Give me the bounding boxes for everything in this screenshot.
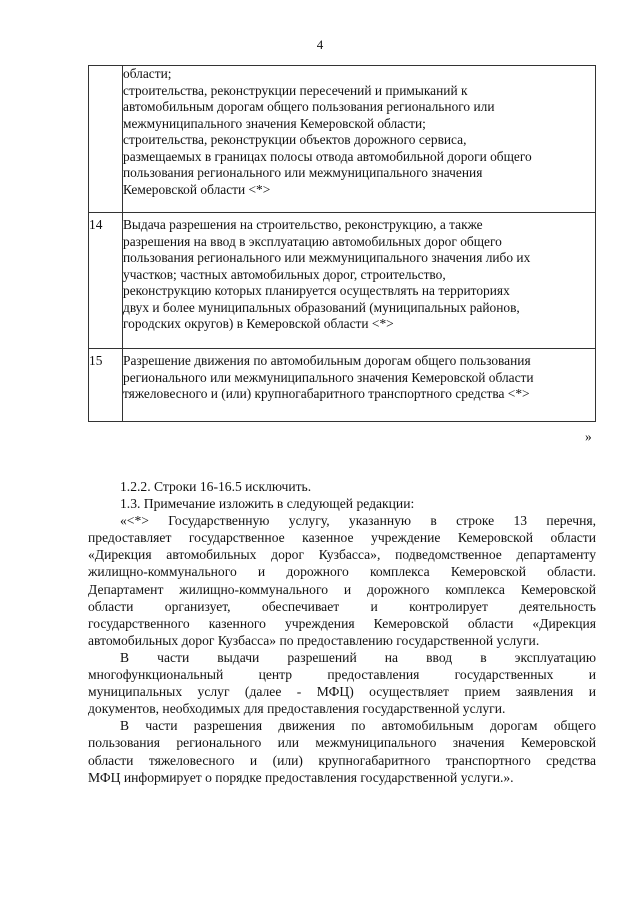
row-text-line: автомобильным дорогам общего пользования регионального или	[123, 99, 495, 114]
row-number: 14	[89, 213, 123, 349]
services-table	[88, 65, 596, 422]
paragraph-line: области организует, обеспечивает и контролирует деятельность	[88, 598, 596, 614]
paragraph-mfc-permits	[88, 649, 596, 717]
paragraph-line: предоставляет государственное казенное учреждение Кемеровской области	[88, 530, 596, 546]
row-text	[123, 349, 596, 422]
table-row	[89, 66, 596, 213]
paragraph-line: области тяжеловесного и (или) крупногабаритного транспортного средства	[88, 752, 596, 768]
paragraph-line: Департамент жилищно-коммунального и дорожного комплекса Кемеровской	[88, 581, 596, 597]
paragraph-line: «<*> Государственную услугу, указанную в строке 13 перечня,	[120, 513, 596, 529]
closing-quote: »	[585, 429, 592, 444]
paragraph-note-text	[88, 512, 596, 649]
row-number	[89, 66, 123, 213]
row-text-line: участков; частных автомобильных дорог, строительство,	[123, 266, 446, 282]
paragraph-line: государственного казенного учреждения Кемеровской области «Дирекция	[88, 615, 596, 631]
row-text-line: Кемеровской области <*>	[123, 181, 271, 197]
row-text-line: строительства, реконструкции пересечений и примыканий к	[123, 82, 468, 98]
row-text-line: Разрешение движения по автомобильным дорогам общего пользования	[123, 353, 531, 368]
row-text-line: регионального или межмуниципального значения Кемеровской области	[123, 369, 534, 385]
row-text-line: реконструкцию которых планируется осуществлять на территориях	[123, 283, 510, 298]
paragraph-line: документов, необходимых для предоставления государственной услуги.	[88, 701, 506, 717]
paragraph-line: пользования регионального или межмуниципального значения Кемеровской	[88, 735, 596, 751]
row-text-line: двух и более муниципальных образований (муниципальных районов,	[123, 299, 520, 315]
document-body	[88, 478, 596, 786]
page-number: 4	[316, 37, 324, 52]
row-text-line: городских округов) в Кемеровской области <*>	[123, 316, 394, 331]
paragraph-line: жилищно-коммунального и дорожного комплекса Кемеровской области.	[88, 564, 596, 580]
row-text	[123, 213, 596, 349]
row-number: 15	[89, 349, 123, 422]
paragraph-line: В части разрешения движения по автомобильным дорогам общего	[120, 718, 596, 734]
table-row	[89, 349, 596, 422]
row-text-line: Выдача разрешения на строительство, реконструкцию, а также	[123, 217, 483, 232]
paragraph-mfc-traffic	[88, 717, 596, 785]
row-text-line: области;	[123, 66, 172, 81]
row-text-line: межмуниципального значения Кемеровской области;	[123, 115, 426, 131]
paragraph-line: автомобильных дорог Кузбасса» по предоставлению государственной услуги.	[88, 632, 540, 648]
paragraph-note-heading	[88, 495, 596, 512]
table-row	[89, 213, 596, 349]
paragraph-line: муниципальных услуг (далее - МФЦ) осуществляет прием заявления и	[88, 684, 596, 700]
paragraph-line: многофункциональный центр предоставления государственных и	[88, 667, 596, 683]
row-text	[123, 66, 596, 213]
paragraph-line: 1.3. Примечание изложить в следующей редакции:	[120, 496, 415, 512]
paragraph-line: 1.2.2. Строки 16-16.5 исключить.	[120, 479, 312, 494]
paragraph-line: В части выдачи разрешений на ввод в эксплуатацию	[120, 649, 596, 665]
row-text-line: тяжеловесного и (или) крупногабаритного транспортного средства <*>	[123, 386, 530, 401]
row-text-line: размещаемых в границах полосы отвода автомобильной дороги общего	[123, 148, 532, 164]
paragraph-line: «Дирекция автомобильных дорог Кузбасса», подведомственное департаменту	[88, 547, 596, 563]
row-text-line: разрешения на ввод в эксплуатацию автомобильных дорог общего	[123, 233, 502, 249]
paragraph-line: МФЦ информирует о порядке предоставления государственной услуги.».	[88, 769, 514, 785]
row-text-line: строительства, реконструкции объектов дорожного сервиса,	[123, 132, 467, 147]
paragraph-rows-removed	[88, 478, 596, 495]
row-text-line: пользования регионального или межмуниципального значения либо их	[123, 250, 531, 265]
row-text-line: пользования регионального или межмуниципального значения	[123, 165, 483, 180]
